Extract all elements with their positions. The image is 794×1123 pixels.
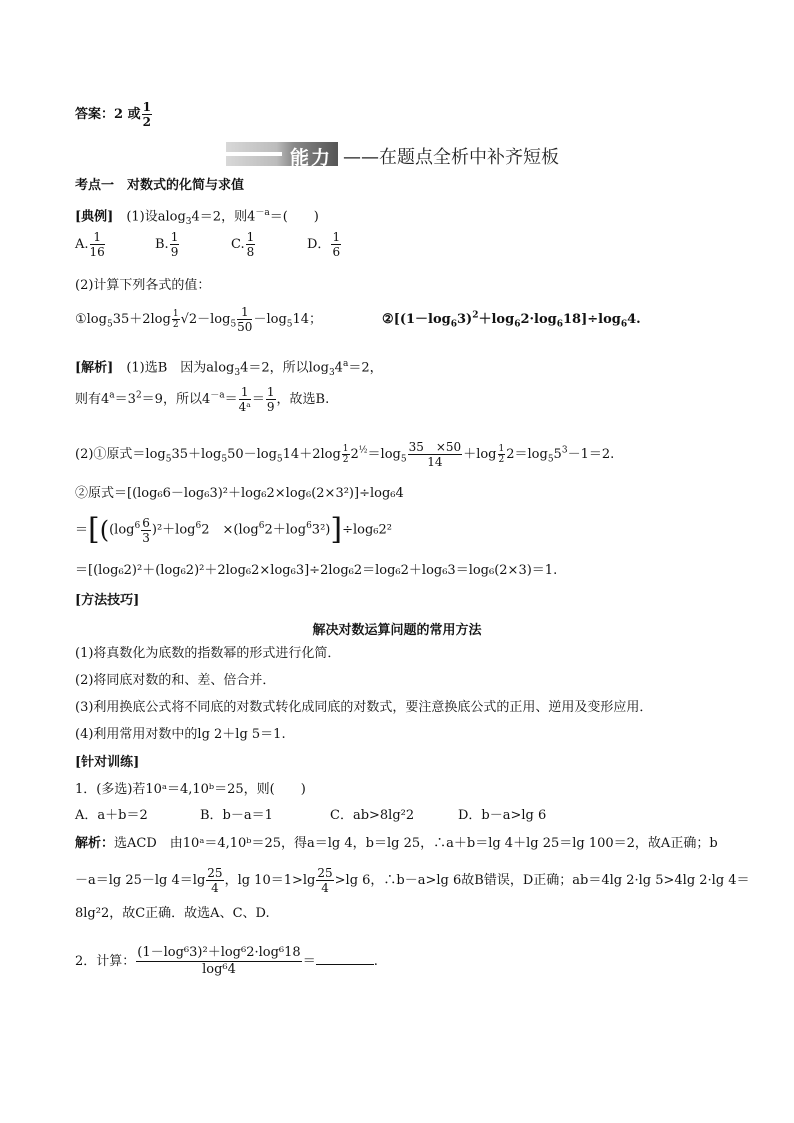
answer-line bbox=[75, 100, 153, 129]
train-question-1: 1．(多选)若10ᵃ＝4,10ᵇ＝25，则( ) bbox=[75, 782, 306, 797]
solution-2-part2: ②原式＝[(log₆6－log₆3)²＋log₆2×log₆(2×3²)]÷log₆4 bbox=[75, 486, 404, 501]
train1-option-b: B．b－a＝1 bbox=[200, 808, 273, 823]
train1-solution-1: 解析：选ACD 由10ᵃ＝4,10ᵇ＝25，得a＝lg 4，b＝lg 25，∴a＋b＝lg 4＋lg 25＝lg 100＝2，故A正确；b bbox=[75, 836, 718, 851]
q2-part2: $②[(1-\log_63)^2+\log_62\cdot\log_618]\div\log_64$. bbox=[382, 310, 641, 330]
solution-2-part1: (2)①原式$=\log_535+\log_550-\log_514+2\log$ $\frac{1}{2}$ $2^{\frac{1}{2}}=\log_5$ $\frac{35 \times 50}{14}$ ＋log $\frac{1}{2}$ $2=\log_55^3-1=2$. bbox=[75, 440, 615, 469]
solution-2-part3: $=[((\log^6$ $\frac{6}{3}$ )$^2+\log^62$ $\times(\log^62+\log^63^2)]\div\log_62^2$ bbox=[75, 512, 392, 547]
option-b: B. $\frac{1}{9}$ bbox=[155, 230, 179, 259]
solution-2-part4: ＝[(log₆2)²＋(log₆2)²＋2log₆2×log₆3]÷2log₆2＝log₆2＋log₆3＝log₆(2×3)＝1. bbox=[75, 563, 558, 578]
q2-intro: (2)计算下列各式的值： bbox=[75, 278, 211, 293]
train1-solution-2: －a＝lg 25－lg 4＝lg $\frac{25}{4}$ ，lg 10＝1>lg $\frac{25}{4}$ >lg 6，∴b－a>lg 6故B错误，D正确；ab＝4lg 2·lg 5>4lg 2·lg 4＝ bbox=[75, 866, 750, 895]
ability-banner bbox=[226, 142, 338, 169]
answer-blank[interactable] bbox=[316, 952, 374, 965]
train1-option-c: C．ab>8lg²2 bbox=[330, 808, 415, 823]
jiexi-line-2: 则有$4^a=3^2=9$，所以$4^{-a}=$ $\frac{1}{\text{4ᵃ}}$ ＝ $\frac{1}{9}$ ，故选B. bbox=[75, 385, 330, 414]
train1-option-a: A．a＋b＝2 bbox=[75, 808, 148, 823]
method-item-3: (3)利用换底公式将不同底的对数式转化成同底的对数式，要注意换底公式的正用、逆用及变形应用． bbox=[75, 700, 653, 715]
banner-subtitle: ——在题点全析中补齐短板 bbox=[343, 147, 559, 168]
method-tag: [方法技巧] bbox=[75, 593, 140, 608]
method-item-2: (2)将同底对数的和、差、倍合并． bbox=[75, 673, 276, 688]
options-row bbox=[75, 230, 342, 259]
jiexi-line-1: [解析] (1)选B 因为alog$_3$4＝2，所以$\log_34^a=2$， bbox=[75, 359, 383, 378]
dianli-line: [典例] (1)设alog$_3$4＝2，则$4^{-a}=$( ) bbox=[75, 208, 319, 227]
train1-option-d: D．b－a>lg 6 bbox=[458, 808, 547, 823]
train1-solution-3: 8lg²2，故C正确．故选A、C、D. bbox=[75, 906, 270, 921]
train-tag: [针对训练] bbox=[75, 755, 140, 770]
option-a: A. $\frac{1}{16}$ bbox=[75, 230, 105, 259]
option-c: C. $\frac{1}{8}$ bbox=[231, 230, 255, 259]
answer-fraction: $\frac{1}{2}$ bbox=[142, 100, 151, 129]
method-item-1: (1)将真数化为底数的指数幂的形式进行化简． bbox=[75, 646, 341, 661]
answer-label: 答案：2 或 bbox=[75, 107, 141, 122]
q2-expressions: $①\log_535+2\log$ $\frac{1}{2}$ $√2-\log_5$ $\frac{1}{50}$ $-\log_514$； $②[(1-\log_63)^2+\log_62\cdot\log_618]\div\log_64$. bbox=[75, 305, 641, 334]
train-question-2: 2．计算： $\frac{\text{(1－log⁶3)²＋log⁶2·log⁶18}}{\text{log⁶4}}$ ＝ . bbox=[75, 945, 378, 977]
banner-word: 能力 bbox=[289, 147, 332, 169]
method-title: 解决对数运算问题的常用方法 bbox=[312, 623, 482, 638]
kaodian-heading: 考点一 对数式的化简与求值 bbox=[75, 178, 245, 193]
option-d: D． $\frac{1}{6}$ bbox=[307, 230, 341, 259]
banner-strip bbox=[226, 152, 282, 156]
train1-options bbox=[75, 808, 546, 824]
method-item-4: (4)利用常用对数中的lg 2＋lg 5＝1. bbox=[75, 727, 286, 742]
